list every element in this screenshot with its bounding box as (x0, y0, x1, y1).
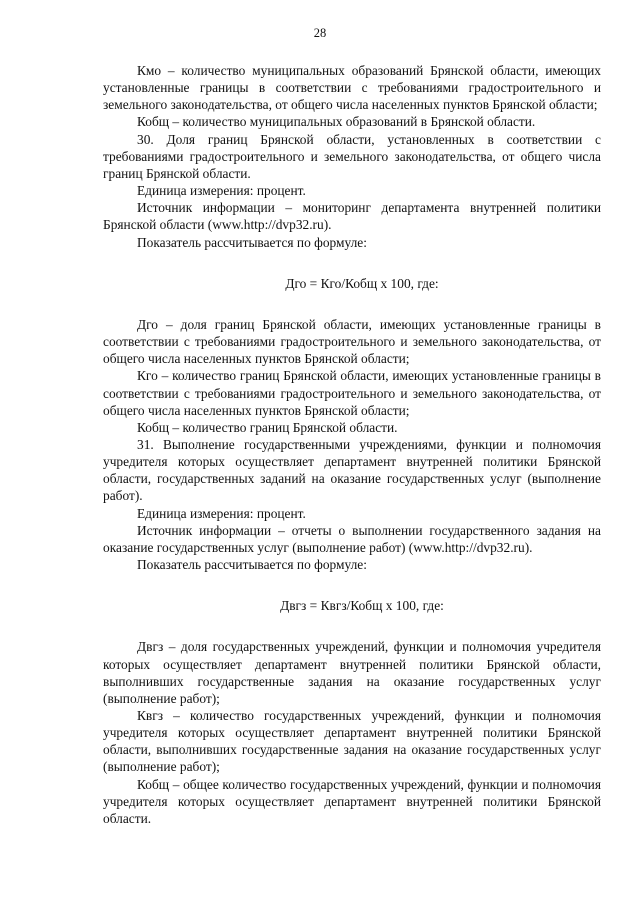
paragraph-kmo-definition: Кмо – количество муниципальных образований Брянской области, имеющих установленные границы в соответствии с требованиями градостроительного и земельного законодательства, от общего числа населенных пунктов Брянской области; (103, 63, 601, 113)
paragraph-kgo-definition: Кго – количество границ Брянской области, имеющих установленные границы в соответствии с требованиями градостроительного и земельного законодательства, от общего числа населенных пунктов Брянской области; (103, 368, 601, 418)
paragraph-kobshch-definition: Кобщ – количество муниципальных образований в Брянской области. (137, 114, 536, 130)
paragraph-unit: Единица измерения: процент. (137, 183, 306, 199)
formula-dvgz: Двгз = Квгз/Кобщ x 100, где: (280, 598, 444, 614)
paragraph-dvgz-definition: Двгз – доля государственных учреждений, функции и полномочия учредителя которых осуществляет департамент внутренней политики Брянской области, выполнивших государственные задания на оказание государственных услуг (выполнение работ); (103, 639, 601, 706)
paragraph-kvgz-definition: Квгз – количество государственных учреждений, функции и полномочия учредителя которых осуществляет департамент внутренней политики Брянской области, выполнивших государственные задания на оказание государственных услуг (выполнение работ); (103, 708, 601, 775)
paragraph-formula-intro: Показатель рассчитывается по формуле: (137, 234, 367, 250)
paragraph-indicator-30: 30. Доля границ Брянской области, установленных в соответствии с требованиями градостроительного и земельного законодательства, от общего числа границ Брянской области. (103, 131, 601, 181)
paragraph-kobshch-institutions: Кобщ – общее количество государственных учреждений, функции и полномочия учредителя которых осуществляет департамент внутренней политики Брянской области. (103, 776, 601, 826)
paragraph-kobshch-borders: Кобщ – количество границ Брянской области. (137, 419, 398, 435)
paragraph-unit: Единица измерения: процент. (137, 505, 306, 521)
paragraph-indicator-31: 31. Выполнение государственными учреждениями, функции и полномочия учредителя которых осуществляет департамент внутренней политики Брянской области, государственных заданий на оказание государственных услуг (выполнение работ). (103, 436, 601, 504)
formula-dgo: Дго = Кго/Кобщ x 100, где: (285, 275, 439, 291)
paragraph-dgo-definition: Дго – доля границ Брянской области, имеющих установленные границы в соответствии с требованиями градостроительного и земельного законодательства, от общего числа населенных пунктов Брянской области; (103, 316, 601, 367)
document-body (103, 62, 601, 827)
page-number: 28 (313, 26, 327, 40)
paragraph-formula-intro: Показатель рассчитывается по формуле: (137, 557, 367, 573)
paragraph-source: Источник информации – отчеты о выполнении государственного задания на оказание государственных услуг (выполнение работ) (www.http://dvp32.ru). (103, 522, 601, 555)
paragraph-source: Источник информации – мониторинг департамента внутренней политики Брянской области (www.http://dvp32.ru). (103, 200, 601, 233)
